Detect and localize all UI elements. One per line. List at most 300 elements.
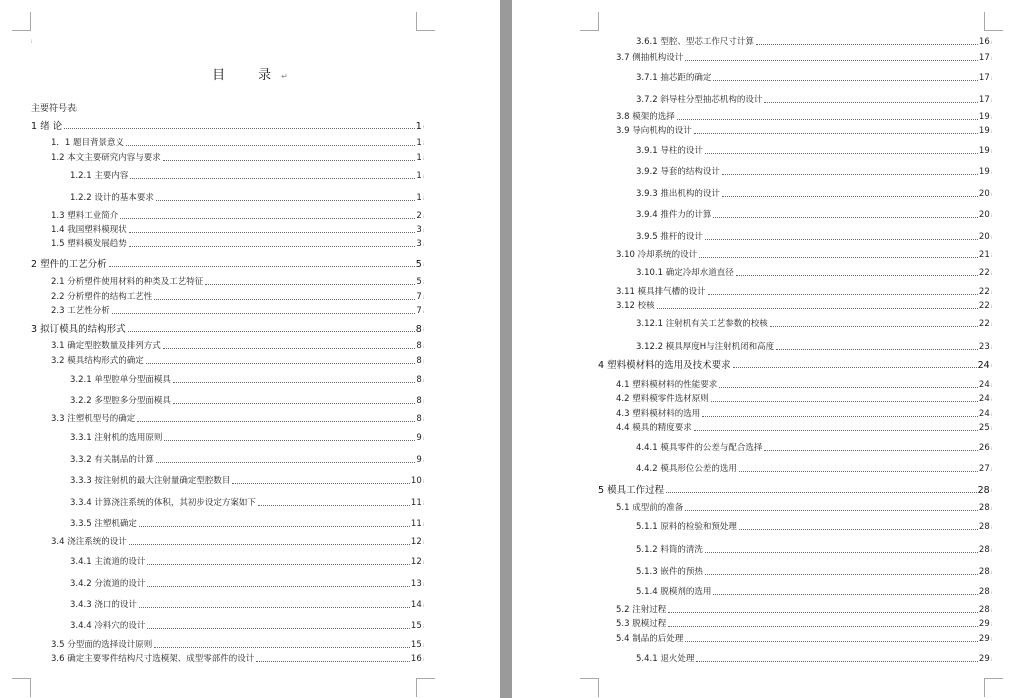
toc-entry[interactable]	[51, 305, 424, 317]
toc-entry-page: 9	[416, 433, 422, 443]
toc-entry[interactable]	[636, 318, 992, 330]
toc-dot-leader	[129, 246, 416, 247]
paragraph-mark: ᵢ	[422, 538, 424, 546]
toc-entry-page: 3	[416, 225, 422, 235]
toc-entry-page: 17	[978, 73, 990, 83]
toc-entry-page: 20	[978, 210, 990, 220]
paragraph-mark: ᵢ	[990, 190, 992, 198]
crop-mark-top-left	[12, 12, 31, 31]
crop-mark-top-left	[580, 12, 599, 31]
toc-entry[interactable]	[616, 502, 992, 514]
paragraph-mark: ᵢ	[422, 456, 424, 464]
toc-entry-title: 5.1.4 脱模剂的选用	[636, 587, 712, 597]
paragraph-mark: ᵢ	[422, 434, 424, 442]
paragraph-mark: ᵢ	[990, 74, 992, 82]
toc-entry-title: 3.9.4 推件力的计算	[636, 210, 712, 220]
toc-entry-page: 20	[978, 189, 990, 199]
paragraph-mark: ᵢ	[990, 168, 992, 176]
small-mark: ᵢ	[31, 36, 33, 45]
toc-dot-leader	[705, 574, 978, 575]
paragraph-mark: ᵢ	[422, 558, 424, 566]
toc-entry-page: 28	[978, 605, 990, 615]
toc-entry-page: 29	[978, 619, 990, 629]
toc-entry-title: 3.10.1 确定冷却水道直径	[636, 268, 734, 278]
toc-entry[interactable]	[70, 395, 424, 407]
toc-entry-page: 27	[978, 464, 990, 474]
toc-dot-leader	[685, 641, 978, 642]
paragraph-mark: ᵢ	[422, 212, 424, 220]
crop-mark-top-right	[984, 12, 1003, 31]
toc-dot-leader	[205, 284, 415, 285]
toc-dot-leader	[109, 266, 415, 267]
toc-title	[0, 64, 500, 83]
toc-entry-page: 19	[978, 146, 990, 156]
toc-dot-leader	[147, 586, 410, 587]
toc-entry-title: 3.5 分型面的选择设计原则	[51, 640, 153, 650]
toc-entry-title: 5 模具工作过程	[598, 485, 665, 496]
toc-entry-title: 5.4.1 退火处理	[636, 654, 695, 664]
toc-dot-leader	[154, 647, 410, 648]
toc-entry-title: 3.4.1 主流道的设计	[70, 557, 146, 567]
toc-entry[interactable]	[616, 633, 992, 645]
toc-entry-title: 5.1.2 料筒的清洗	[636, 545, 703, 555]
toc-entry[interactable]	[636, 521, 992, 533]
toc-dot-leader	[713, 80, 978, 81]
symbols-label[interactable]	[31, 101, 77, 114]
toc-entry-page: 7	[416, 292, 422, 302]
toc-dot-leader	[702, 416, 978, 417]
toc-entry-title: 3.2.1 单型腔单分型面模具	[70, 375, 171, 385]
toc-entry[interactable]	[51, 291, 424, 303]
toc-dot-leader	[705, 153, 978, 154]
toc-entry-title: 3.3.2 有关制品的计算	[70, 455, 154, 465]
toc-entry[interactable]	[636, 188, 992, 200]
toc-entry-title: 3.10 冷却系统的设计	[616, 250, 698, 260]
toc-entry-title: 3.3.3 按注射机的最大注射量确定型腔数目	[70, 476, 231, 486]
toc-entry-title: 3.4.3 浇口的设计	[70, 600, 137, 610]
toc-entry-title: 4.3 塑料模材料的选用	[616, 409, 701, 419]
toc-dot-leader	[694, 430, 978, 431]
toc-entry[interactable]	[636, 166, 992, 178]
paragraph-mark: ᵢ	[990, 655, 992, 663]
paragraph-mark: ᵢ	[990, 486, 992, 494]
paragraph-mark: ᵢ	[422, 415, 424, 423]
toc-dot-leader	[156, 462, 415, 463]
paragraph-mark: ᵢ	[990, 54, 992, 62]
toc-entry[interactable]	[51, 152, 424, 164]
toc-title-text: 目 录	[212, 68, 282, 83]
toc-dot-leader	[156, 200, 415, 201]
paragraph-mark: ᵢ	[422, 655, 424, 663]
paragraph-mark: ᵢ	[990, 504, 992, 512]
toc-entry[interactable]	[31, 120, 424, 132]
toc-dot-leader	[668, 626, 978, 627]
toc-entry-page: 22	[978, 301, 990, 311]
toc-dot-leader	[722, 196, 978, 197]
paragraph-mark: ᵢ	[990, 465, 992, 473]
toc-entry-page: 3	[416, 239, 422, 249]
toc-entry[interactable]	[51, 210, 424, 222]
toc-dot-leader	[139, 607, 410, 608]
paragraph-mark: ᵢ	[990, 147, 992, 155]
paragraph-mark: ᵢ	[422, 622, 424, 630]
toc-entry-title: 1.2 本文主要研究内容与要求	[51, 153, 161, 163]
toc-dot-leader	[129, 232, 416, 233]
toc-dot-leader	[711, 401, 978, 402]
toc-entry[interactable]	[70, 556, 424, 568]
paragraph-mark: ↵	[281, 72, 288, 81]
toc-entry-page: 19	[978, 112, 990, 122]
toc-entry-page: 2	[416, 211, 422, 221]
toc-entry-page: 20	[978, 232, 990, 242]
toc-entry-title: 5.1 成型前的准备	[616, 503, 684, 513]
paragraph-mark: ᵢ	[422, 641, 424, 649]
toc-dot-leader	[129, 544, 410, 545]
toc-entry[interactable]	[70, 620, 424, 632]
paragraph-mark: ᵢ	[422, 601, 424, 609]
toc-entry-title: 5.3 脱模过程	[616, 619, 667, 629]
toc-dot-leader	[705, 552, 978, 553]
paragraph-mark: ᵢ	[990, 269, 992, 277]
toc-entry[interactable]	[616, 604, 992, 616]
paragraph-mark: ᵢ	[990, 635, 992, 643]
toc-entry[interactable]	[636, 566, 992, 578]
crop-mark-bottom-right	[416, 678, 435, 697]
toc-entry-title: 1.2.2 设计的基本要求	[70, 193, 154, 203]
toc-entry-page: 28	[978, 587, 990, 597]
toc-entry[interactable]	[51, 340, 424, 352]
toc-dot-leader	[699, 257, 978, 258]
paragraph-mark: ᵢ	[990, 606, 992, 614]
toc-dot-leader	[120, 218, 415, 219]
toc-entry-title: 2 塑件的工艺分析	[31, 259, 107, 270]
toc-entry-title: 3.3.5 注塑机确定	[70, 519, 137, 529]
toc-entry-page: 29	[978, 654, 990, 664]
paragraph-mark: ᵢ	[422, 139, 424, 147]
toc-entry-page: 1	[416, 138, 422, 148]
toc-entry-title: 3.7.1 抽芯距的确定	[636, 73, 712, 83]
toc-entry-page: 22	[978, 287, 990, 297]
paragraph-mark: ᵢ	[422, 580, 424, 588]
toc-entry-page: 26	[978, 443, 990, 453]
paragraph-mark: ᵢ	[990, 410, 992, 418]
toc-entry-page: 12	[410, 537, 422, 547]
toc-entry-title: 3.8 模架的选择	[616, 112, 675, 122]
toc-entry[interactable]	[70, 475, 424, 487]
toc-dot-leader	[736, 275, 978, 276]
paragraph-mark: ᵢ	[422, 307, 424, 315]
toc-entry[interactable]	[636, 231, 992, 243]
toc-entry[interactable]	[616, 422, 992, 434]
toc-dot-leader	[756, 44, 978, 45]
paragraph-mark: ᵢ	[422, 278, 424, 286]
toc-entry-title: 3.3.4 计算浇注系统的体积，其初步设定方案如下	[70, 498, 256, 508]
toc-entry-title: 3.1 确定型腔数量及排列方式	[51, 341, 161, 351]
toc-entry-page: 24	[978, 409, 990, 419]
toc-entry-page: 11	[410, 498, 422, 508]
toc-entry[interactable]	[616, 286, 992, 298]
toc-entry-page: 17	[978, 53, 990, 63]
toc-entry[interactable]	[51, 224, 424, 236]
toc-entry[interactable]	[51, 639, 424, 651]
toc-entry-title: 4.4 模具的精度要求	[616, 423, 692, 433]
toc-dot-leader	[163, 160, 416, 161]
paragraph-mark: ᵢ	[422, 172, 424, 180]
toc-entry-title: 3.9.3 推出机构的设计	[636, 189, 720, 199]
toc-entry[interactable]	[51, 137, 424, 149]
toc-entry[interactable]	[70, 518, 424, 530]
toc-entry[interactable]	[70, 599, 424, 611]
paragraph-mark: ᵢ	[990, 96, 992, 104]
toc-entry[interactable]	[616, 393, 992, 405]
toc-dot-leader	[258, 505, 410, 506]
toc-dot-leader	[163, 348, 416, 349]
toc-entry-title: 2.1 分析塑件使用材料的种类及工艺特征	[51, 277, 204, 287]
paragraph-mark: ᵢ	[990, 38, 992, 46]
paragraph-mark: ᵢ	[422, 293, 424, 301]
toc-entry-title: 3.3.1 注射机的选用原则	[70, 433, 163, 443]
document-page-left	[0, 0, 500, 698]
toc-entry-page: 15	[410, 640, 422, 650]
toc-dot-leader	[739, 529, 978, 530]
toc-entry-title: 3.9 导向机构的设计	[616, 126, 692, 136]
toc-dot-leader	[666, 492, 977, 493]
paragraph-mark: ᵢ	[422, 194, 424, 202]
paragraph-mark: ᵢ	[990, 302, 992, 310]
toc-entry-page: 28	[978, 503, 990, 513]
toc-entry[interactable]	[51, 276, 424, 288]
toc-entry[interactable]	[636, 463, 992, 475]
toc-entry-page: 1	[416, 153, 422, 163]
toc-entry[interactable]	[616, 111, 992, 123]
toc-dot-leader	[130, 178, 415, 179]
toc-entry[interactable]	[616, 408, 992, 420]
toc-dot-leader	[713, 217, 978, 218]
toc-entry-page: 8	[415, 324, 422, 335]
toc-entry[interactable]	[616, 618, 992, 630]
toc-entry-title: 2.2 分析塑件的结构工艺性	[51, 292, 153, 302]
toc-entry-page: 24	[977, 360, 990, 371]
paragraph-mark: ᵢ	[990, 288, 992, 296]
toc-entry-page: 8	[416, 341, 422, 351]
paragraph-mark: ᵢ	[422, 240, 424, 248]
toc-dot-leader	[146, 363, 416, 364]
toc-dot-leader	[705, 239, 978, 240]
paragraph-mark: ᵢ	[422, 154, 424, 162]
toc-dot-leader	[719, 387, 978, 388]
toc-entry-page: 21	[978, 250, 990, 260]
toc-dot-leader	[677, 119, 978, 120]
paragraph-mark: ᵢ	[990, 523, 992, 531]
toc-entry[interactable]	[31, 258, 424, 270]
toc-entry-page: 13	[410, 579, 422, 589]
crop-mark-bottom-left	[580, 678, 599, 697]
toc-entry[interactable]	[51, 238, 424, 250]
toc-entry-title: 3.11 模具排气槽的设计	[616, 287, 706, 297]
toc-entry-page: 1	[415, 121, 422, 132]
toc-entry-title: 4.4.2 模具形位公差的选用	[636, 464, 737, 474]
toc-entry-title: 4.4.1 模具零件的公差与配合选择	[636, 443, 763, 453]
toc-entry[interactable]	[636, 544, 992, 556]
paragraph-mark: ᵢ	[422, 397, 424, 405]
toc-entry-title: 1.4 我国塑料模现状	[51, 225, 127, 235]
paragraph-mark: ᵢ	[422, 325, 424, 333]
toc-entry-title: 3.6 确定主要零件结构尺寸选模架、成型零部件的设计	[51, 654, 255, 664]
toc-entry[interactable]	[616, 125, 992, 137]
paragraph-mark: ᵢ	[990, 620, 992, 628]
paragraph-mark: ᵢ	[422, 260, 424, 268]
paragraph-mark: ᵢ	[422, 342, 424, 350]
toc-dot-leader	[764, 450, 978, 451]
toc-entry-title: 4 塑料模材料的选用及技术要求	[598, 360, 731, 371]
toc-dot-leader	[256, 661, 410, 662]
paragraph-mark: ᵢ	[990, 233, 992, 241]
toc-dot-leader	[668, 612, 978, 613]
toc-entry-title: 5.1.3 嵌件的预热	[636, 567, 703, 577]
toc-dot-leader	[64, 128, 415, 129]
toc-entry[interactable]	[636, 72, 992, 84]
toc-entry-page: 8	[416, 356, 422, 366]
toc-entry-title: 3.6.1 型腔、型芯工作尺寸计算	[636, 37, 754, 47]
toc-entry[interactable]	[70, 192, 424, 204]
toc-dot-leader	[722, 174, 978, 175]
paragraph-mark: ᵢ	[990, 211, 992, 219]
toc-entry[interactable]	[636, 209, 992, 221]
toc-entry[interactable]	[636, 442, 992, 454]
toc-entry-title: 5.2 注射过程	[616, 605, 667, 615]
toc-entry[interactable]	[31, 323, 424, 335]
toc-dot-leader	[147, 564, 410, 565]
toc-entry-page: 15	[410, 621, 422, 631]
toc-entry[interactable]	[51, 413, 424, 425]
toc-dot-leader	[764, 102, 978, 103]
toc-entry[interactable]	[70, 432, 424, 444]
toc-dot-leader	[713, 594, 978, 595]
toc-entry[interactable]	[616, 300, 992, 312]
toc-entry-title: 1.5 塑料模发展趋势	[51, 239, 127, 249]
toc-dot-leader	[173, 382, 415, 383]
toc-entry[interactable]	[616, 249, 992, 261]
toc-entry-page: 14	[410, 600, 422, 610]
paragraph-mark: ᵢ	[422, 122, 424, 130]
toc-dot-leader	[696, 661, 978, 662]
toc-entry-title: 3.7.2 斜导柱分型抽芯机构的设计	[636, 95, 763, 105]
toc-entry-page: 17	[978, 95, 990, 105]
toc-entry-title: 4.1 塑料模材料的性能要求	[616, 380, 718, 390]
paragraph-mark: ᵢ	[990, 395, 992, 403]
toc-dot-leader	[112, 313, 416, 314]
paragraph-mark: ᵢ	[990, 361, 992, 369]
toc-dot-leader	[126, 145, 415, 146]
toc-entry-page: 5	[415, 259, 422, 270]
toc-dot-leader	[733, 367, 977, 368]
toc-dot-leader	[739, 471, 978, 472]
toc-entry[interactable]	[51, 355, 424, 367]
toc-entry-page: 28	[978, 522, 990, 532]
toc-entry-title: 3.12.1 注射机有关工艺参数的校核	[636, 319, 768, 329]
toc-entry-title: 3.12.2 模具厚度H与注射机闭和高度	[636, 342, 775, 352]
toc-entry[interactable]	[70, 578, 424, 590]
toc-entry[interactable]	[636, 267, 992, 279]
crop-mark-bottom-right	[984, 678, 1003, 697]
paragraph-mark: ᵢ	[422, 499, 424, 507]
toc-entry-title: 3.4.4 冷料穴的设计	[70, 621, 146, 631]
toc-entry-title: 3.12 校核	[616, 301, 655, 311]
paragraph-mark: ᵢ	[990, 343, 992, 351]
toc-entry[interactable]	[51, 653, 424, 665]
toc-entry[interactable]	[636, 653, 992, 665]
toc-entry-title: 5.4 制品的后处理	[616, 634, 684, 644]
toc-entry-page: 1	[416, 193, 422, 203]
paragraph-mark: ᵢ	[990, 588, 992, 596]
paragraph-mark: ᵢ	[76, 104, 78, 113]
toc-entry-page: 28	[977, 485, 990, 496]
toc-entry[interactable]	[616, 52, 992, 64]
toc-entry[interactable]	[70, 497, 424, 509]
toc-entry[interactable]	[636, 94, 992, 106]
paragraph-mark: ᵢ	[422, 357, 424, 365]
toc-entry-page: 8	[416, 375, 422, 385]
paragraph-mark: ᵢ	[990, 320, 992, 328]
toc-dot-leader	[173, 403, 415, 404]
toc-entry-title: 4.2 塑料模零件选材原则	[616, 394, 709, 404]
toc-entry-page: 12	[410, 557, 422, 567]
toc-entry-page: 1	[416, 171, 422, 181]
paragraph-mark: ᵢ	[990, 381, 992, 389]
toc-entry-page: 7	[416, 306, 422, 316]
toc-dot-leader	[694, 133, 978, 134]
toc-entry-title: 5.1.1 原料的检验和预处理	[636, 522, 737, 532]
toc-entry[interactable]	[51, 536, 424, 548]
paragraph-mark: ᵢ	[990, 424, 992, 432]
toc-entry-title: 3.7 侧抽机构设计	[616, 53, 684, 63]
toc-dot-leader	[154, 299, 415, 300]
toc-dot-leader	[685, 510, 978, 511]
toc-entry[interactable]	[598, 484, 992, 496]
toc-dot-leader	[708, 294, 978, 295]
toc-entry-title: 1.3 塑料工业简介	[51, 211, 119, 221]
toc-entry-page: 28	[978, 567, 990, 577]
toc-entry[interactable]	[636, 341, 992, 353]
symbols-label-text: 主要符号表	[31, 104, 77, 114]
toc-entry-page: 5	[416, 277, 422, 287]
document-page-right	[512, 0, 1009, 698]
toc-entry[interactable]	[636, 36, 992, 48]
toc-entry[interactable]	[636, 145, 992, 157]
toc-entry-title: 3.9.5 推杆的设计	[636, 232, 703, 242]
toc-entry[interactable]	[636, 586, 992, 598]
toc-entry-page: 16	[978, 37, 990, 47]
toc-entry-title: 3.4.2 分流道的设计	[70, 579, 146, 589]
toc-entry-title: 1．1 题目背景意义	[51, 138, 125, 148]
toc-entry-title: 3 拟订模具的结构形式	[31, 324, 126, 335]
toc-entry[interactable]	[616, 379, 992, 391]
toc-entry[interactable]	[70, 170, 424, 182]
toc-entry[interactable]	[70, 454, 424, 466]
toc-entry[interactable]	[70, 374, 424, 386]
toc-dot-leader	[657, 308, 978, 309]
toc-dot-leader	[137, 421, 415, 422]
paragraph-mark: ᵢ	[990, 444, 992, 452]
toc-entry-page: 9	[416, 455, 422, 465]
toc-entry-title: 1.2.1 主要内容	[70, 171, 129, 181]
toc-entry[interactable]	[598, 359, 992, 371]
paragraph-mark: ᵢ	[990, 113, 992, 121]
toc-entry-title: 3.3 注塑机型号的确定	[51, 414, 136, 424]
toc-dot-leader	[139, 526, 410, 527]
toc-entry-page: 24	[978, 380, 990, 390]
toc-entry-page: 25	[978, 423, 990, 433]
